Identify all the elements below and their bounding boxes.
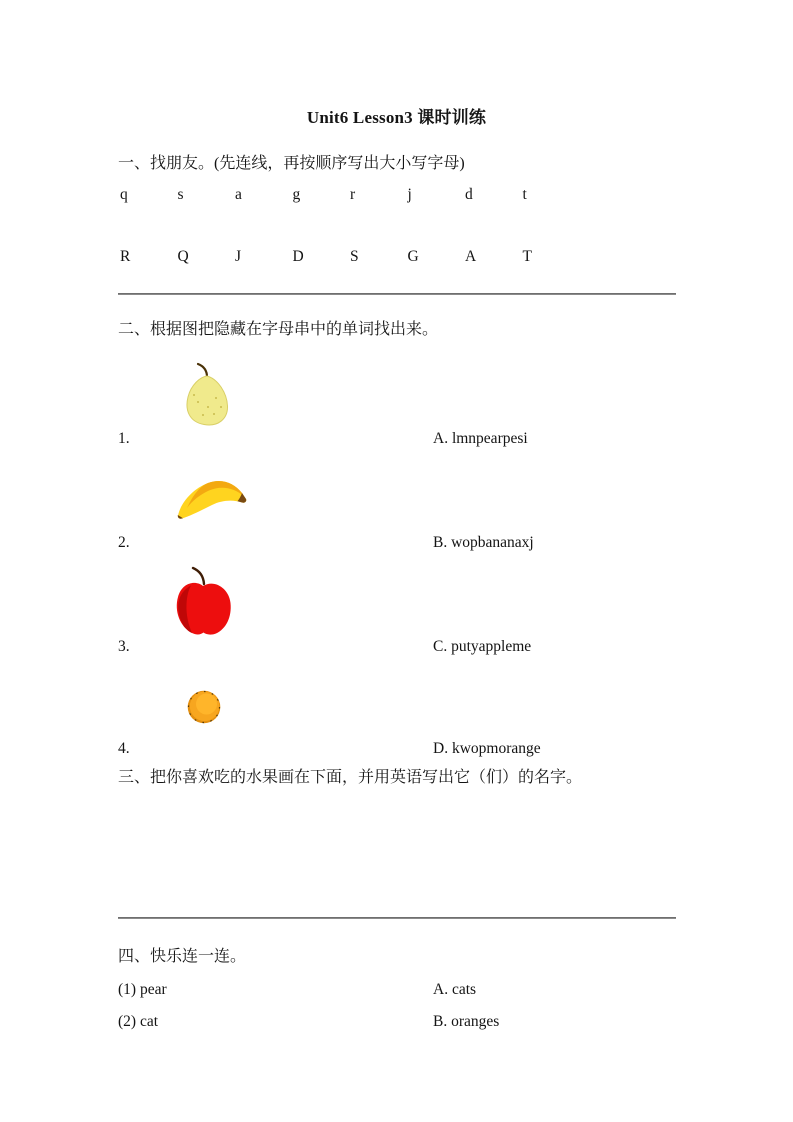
match-right-item: A. cats bbox=[433, 981, 477, 998]
lowercase-letter: d bbox=[465, 186, 473, 203]
item-option: B. wopbananaxj bbox=[433, 534, 534, 551]
item-number: 1. bbox=[118, 430, 130, 447]
section-divider bbox=[118, 293, 676, 295]
item-option: A. lmnpearpesi bbox=[433, 430, 528, 447]
section-one-heading: 一、找朋友。(先连线，再按顺序写出大小写字母) bbox=[118, 155, 465, 172]
item-number: 2. bbox=[118, 534, 130, 551]
uppercase-letter: T bbox=[522, 248, 532, 265]
lowercase-letter: s bbox=[177, 186, 184, 203]
section-four-heading: 四、快乐连一连。 bbox=[118, 948, 247, 965]
match-right-item: B. oranges bbox=[433, 1013, 500, 1030]
apple-illustration bbox=[170, 565, 237, 639]
section-two-heading: 二、根据图把隐藏在字母串中的单词找出来。 bbox=[118, 321, 439, 338]
match-left-item: (1) pear bbox=[118, 981, 167, 998]
lowercase-letter: j bbox=[407, 186, 412, 203]
lowercase-letter: q bbox=[120, 186, 128, 203]
section-three-heading: 三、把你喜欢吃的水果画在下面，并用英语写出它（们）的名字。 bbox=[118, 769, 583, 786]
item-option: D. kwopmorange bbox=[433, 740, 541, 757]
uppercase-letter: A bbox=[465, 248, 477, 265]
item-number: 3. bbox=[118, 638, 130, 655]
orange-illustration bbox=[186, 689, 222, 725]
lowercase-letter: r bbox=[350, 186, 356, 203]
banana-illustration bbox=[172, 474, 252, 524]
lowercase-letter-row bbox=[120, 186, 580, 204]
item-option: C. putyappleme bbox=[433, 638, 532, 655]
uppercase-letter: R bbox=[120, 248, 131, 265]
pear-illustration bbox=[178, 362, 235, 428]
uppercase-letter: S bbox=[350, 248, 359, 265]
lowercase-letter: g bbox=[292, 186, 301, 203]
lowercase-letter: a bbox=[235, 186, 242, 203]
uppercase-letter-row bbox=[120, 248, 580, 266]
uppercase-letter: Q bbox=[177, 248, 189, 265]
section-divider bbox=[118, 917, 676, 919]
uppercase-letter: G bbox=[407, 248, 419, 265]
uppercase-letter: D bbox=[292, 248, 304, 265]
worksheet-title: Unit6 Lesson3 课时训练 bbox=[306, 108, 487, 127]
uppercase-letter: J bbox=[235, 248, 242, 265]
match-left-item: (2) cat bbox=[118, 1013, 159, 1030]
lowercase-letter: t bbox=[522, 186, 527, 203]
item-number: 4. bbox=[118, 740, 130, 757]
